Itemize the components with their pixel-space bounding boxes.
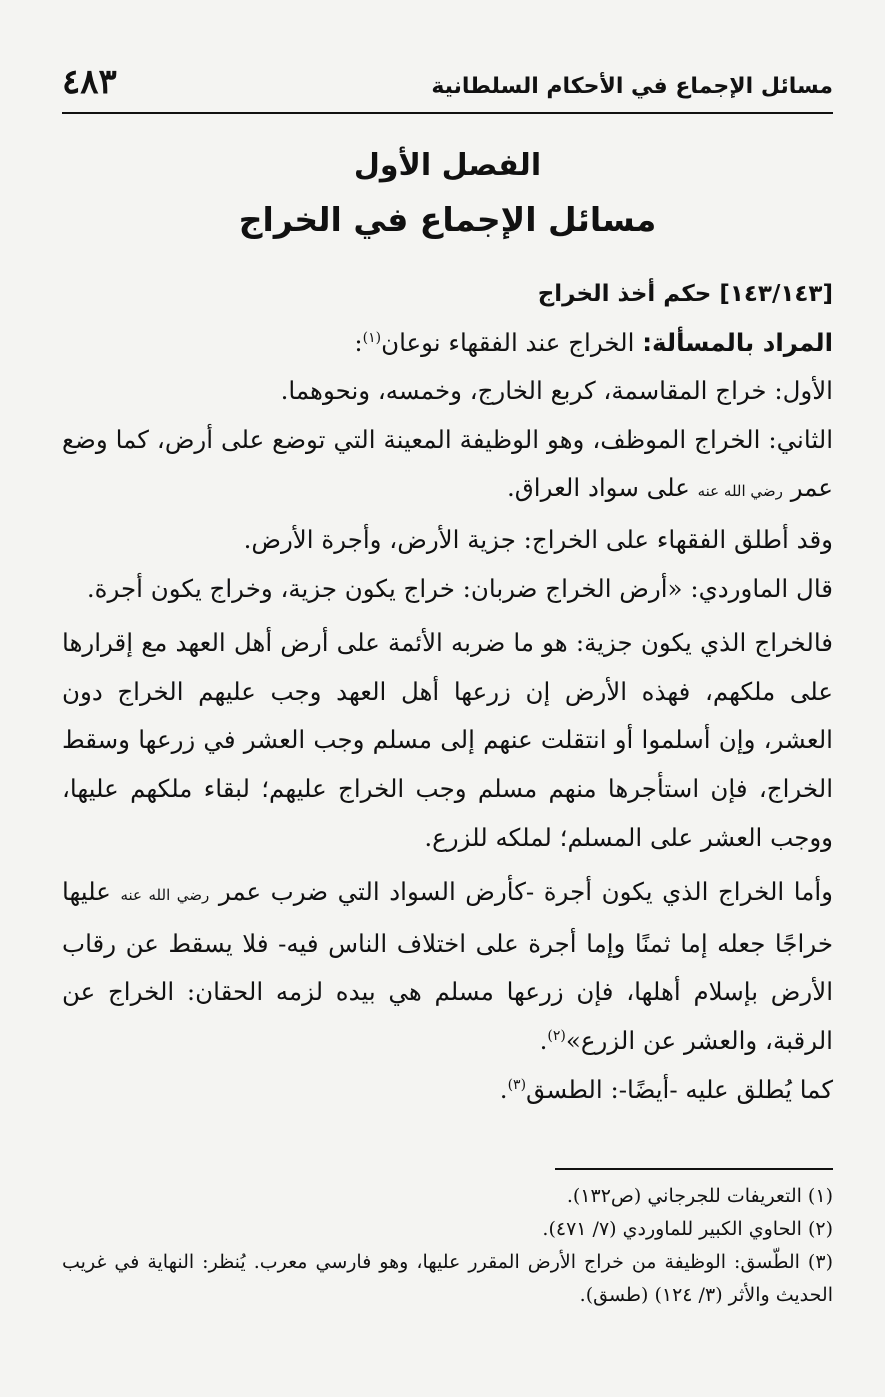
honorific: رضي الله عنه	[697, 482, 783, 501]
paragraph: وقد أطلق الفقهاء على الخراج: جزية الأرض، وأجرة الأرض.	[243, 524, 833, 554]
paragraph-text: الثاني: الخراج الموظف، وهو الوظيفة المعينة التي توضع على أرض، كما وضع عمر	[62, 424, 833, 503]
paragraph-text: .	[499, 1074, 508, 1104]
paragraph-text: الخراج عند الفقهاء نوعان	[381, 327, 643, 357]
honorific: رضي الله عنه	[120, 886, 210, 905]
chapter-title: الفصل الأول	[353, 148, 542, 183]
footnote-ref[interactable]: (٣)	[507, 1076, 527, 1093]
chapter-heading	[62, 140, 833, 248]
paragraph: فالخراج الذي يكون جزية: هو ما ضربه الأئمة على أرض أهل العهد مع إقرارها على ملكهم، فهذه الأرض إن زرعها أهل العهد وجب عليهم الخراج دون العشر، وإن أسلموا أو انتقلت عنهم إلى مسلم وجب العشر في زرعها وسقط الخراج، فإن استأجرها منهم مسلم وجب الخراج عليهم؛ لبقاء ملكهم عليها، ووجب العشر على المسلم؛ لملكه للزرع.	[62, 628, 833, 852]
issue-title: حكم أخذ الخراج	[537, 281, 712, 307]
paragraph	[62, 868, 833, 1065]
paragraph-label: المراد بالمسألة:	[642, 327, 833, 357]
footnote-ref[interactable]: (١)	[362, 329, 382, 346]
footnotes	[62, 1180, 833, 1312]
footnote: (٣) الطّسق: الوظيفة من خراج الأرض المقرر عليها، وهو فارسي معرب. يُنظر: النهاية في غريب الحديث والأثر (٣/ ١٢٤) (طسق).	[62, 1251, 833, 1306]
issue-number: [١٤٣/١٤٣]	[719, 281, 833, 307]
running-header	[62, 60, 833, 114]
page-number: ٤٨٣	[62, 62, 117, 102]
footnote: (١) التعريفات للجرجاني (ص١٣٢).	[566, 1185, 833, 1207]
issue-heading	[62, 270, 833, 319]
footnote-ref[interactable]: (٢)	[547, 1027, 566, 1044]
paragraph	[62, 416, 833, 516]
paragraph-text: عليها خراجًا جعله إما ثمنًا وإما أجرة على اختلاف الناس فيه- فلا يسقط عن رقاب الأرض بإسلام أهلها، فإن زرعها مسلم هي بيده لزمه الحقان: الخراج عن الرقبة، والعشر عن الزرع»	[62, 877, 833, 1055]
paragraph: قال الماوردي: «أرض الخراج ضربان: خراج يكون جزية، وخراج يكون أجرة.	[86, 573, 833, 603]
paragraph-text: على سواد العراق.	[506, 473, 698, 503]
paragraph	[62, 319, 833, 368]
paragraph-text: :	[354, 327, 363, 357]
chapter-subtitle: مسائل الإجماع في الخراج	[238, 200, 657, 239]
paragraph: الأول: خراج المقاسمة، كربع الخارج، وخمسه، ونحوهما.	[280, 376, 833, 406]
paragraph-text: كما يُطلق عليه -أيضًا-: الطسق	[526, 1074, 833, 1104]
main-text	[62, 270, 833, 1114]
footnote: (٢) الحاوي الكبير للماوردي (٧/ ٤٧١).	[542, 1218, 833, 1240]
paragraph-text: .	[539, 1025, 548, 1055]
footnote-divider	[555, 1168, 833, 1170]
paragraph	[62, 1066, 833, 1115]
paragraph-text: وأما الخراج الذي يكون أجرة -كأرض السواد التي ضرب عمر	[209, 877, 833, 907]
header-title: مسائل الإجماع في الأحكام السلطانية	[431, 74, 833, 99]
